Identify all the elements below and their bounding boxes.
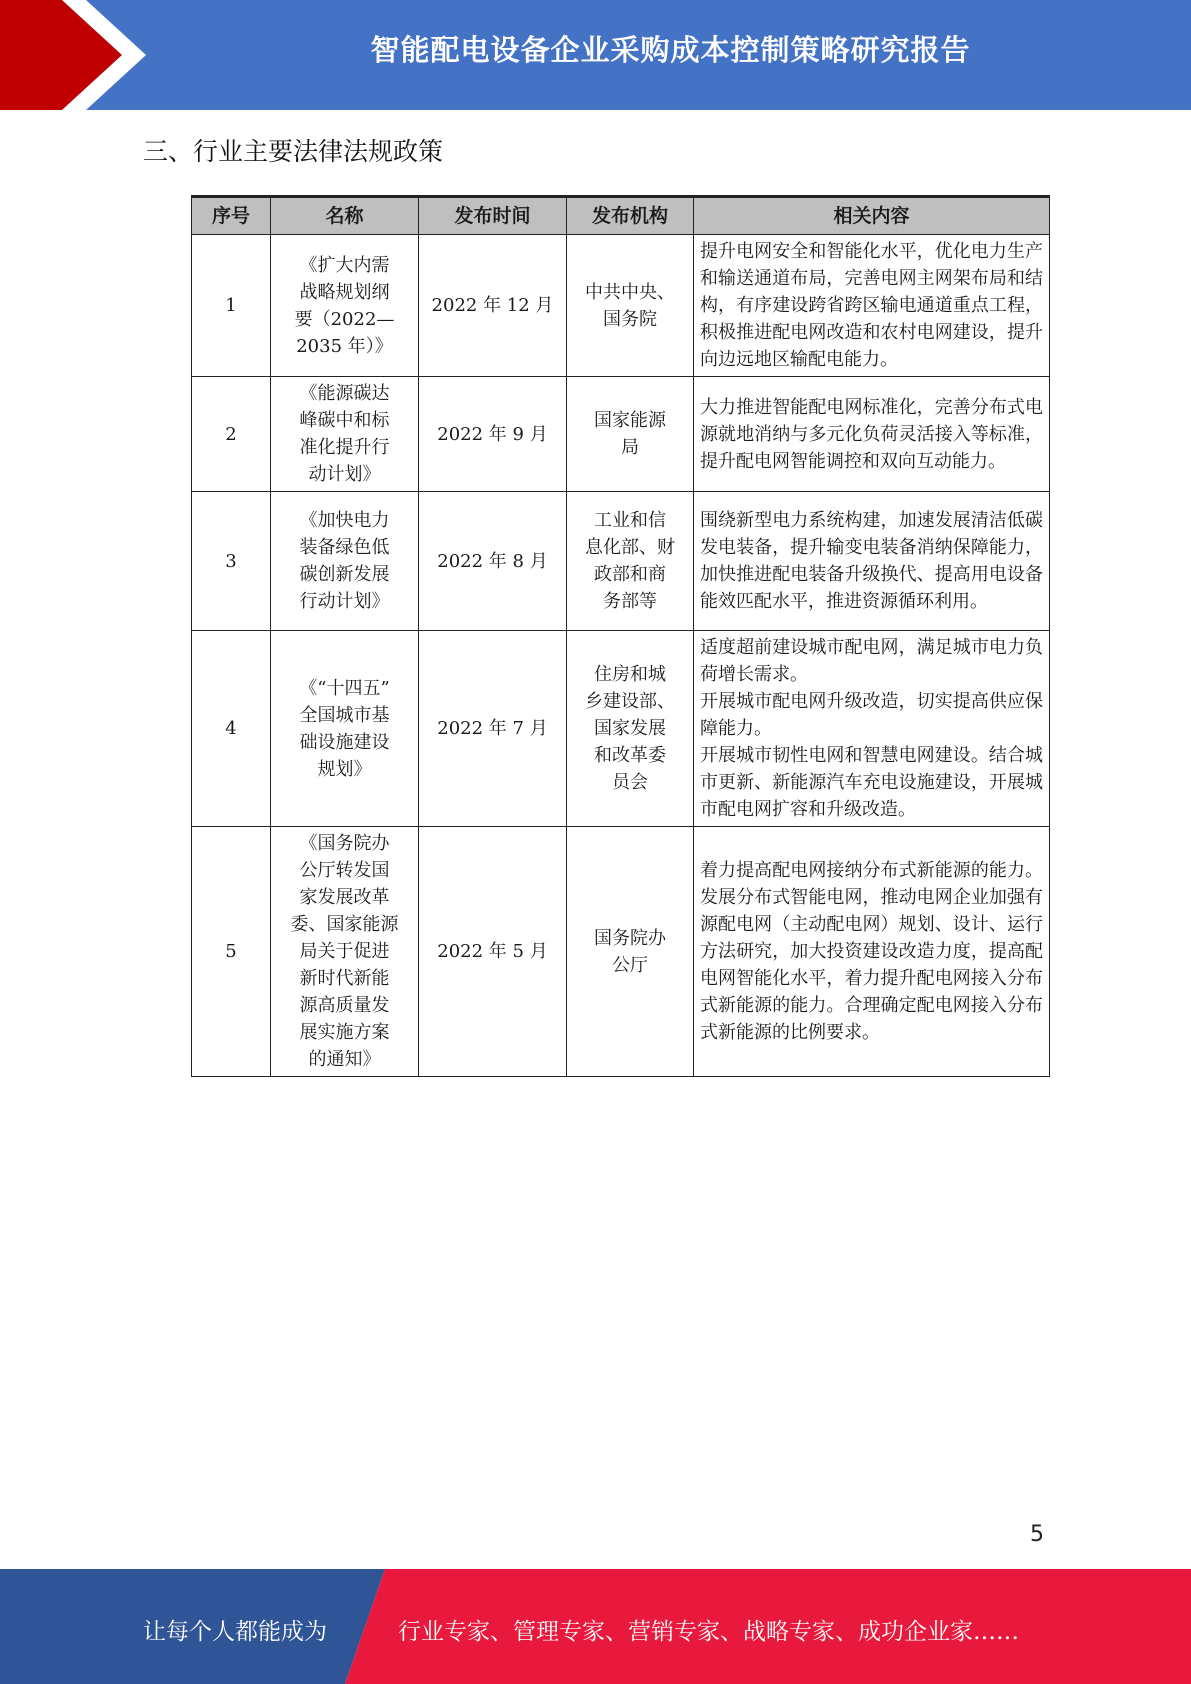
cell-name	[271, 492, 419, 631]
org-line: 乡建设部、	[585, 691, 675, 712]
cell-date: 2022 年 5 月	[419, 827, 567, 1077]
name-line: 展实施方案	[299, 1022, 390, 1043]
org-line: 政部和商	[594, 564, 666, 585]
org-line: 国家发展	[594, 718, 666, 739]
cell-no: 2	[192, 377, 271, 492]
header-date: 发布时间	[419, 197, 567, 235]
cell-no: 1	[192, 235, 271, 377]
org-line: 息化部、财	[585, 537, 675, 558]
org-line: 公厅	[612, 954, 648, 976]
name-line: 础设施建设	[299, 731, 390, 753]
cell-name	[271, 377, 419, 492]
header-content: 相关内容	[694, 197, 1050, 235]
cell-org	[567, 827, 694, 1077]
name-line: 全国城市基	[299, 704, 390, 726]
cell-org	[567, 492, 694, 631]
name-line: 家发展改革	[299, 887, 390, 908]
content-paragraph: 开展城市韧性电网和智慧电网建设。结合城市更新、新能源汽车充电设施建设，开展城市配电网扩容和升级改造。	[700, 745, 1043, 820]
table-row	[192, 377, 1050, 492]
name-line: 规划》	[317, 758, 372, 780]
header-no: 序号	[192, 197, 271, 235]
cell-no: 3	[192, 492, 271, 631]
cell-name	[271, 827, 419, 1077]
org-line: 国家能源	[594, 410, 666, 431]
cell-content	[694, 492, 1050, 631]
header-name: 名称	[271, 197, 419, 235]
org-line: 国务院办	[594, 927, 666, 949]
table-body	[192, 235, 1050, 1077]
cell-name	[271, 631, 419, 827]
page-number: 5	[1030, 1522, 1044, 1547]
name-line: 碳创新发展	[299, 564, 390, 585]
table-row	[192, 631, 1050, 827]
name-line: 公厅转发国	[299, 860, 390, 881]
header-org: 发布机构	[567, 197, 694, 235]
name-line: 委、国家能源	[290, 914, 399, 935]
org-line: 工业和信	[594, 510, 666, 531]
content-paragraph: 提升电网安全和智能化水平，优化电力生产和输送通道布局，完善电网主网架布局和结构，有序建设跨省跨区输电通道重点工程，积极推进配电网改造和农村电网建设，提升向边远地区输配电能力。	[700, 241, 1043, 370]
name-line: 2035 年）》	[296, 335, 393, 357]
name-line: 《扩大内需	[299, 254, 390, 276]
cell-no: 4	[192, 631, 271, 827]
table-row	[192, 492, 1050, 631]
header-banner	[0, 0, 1191, 110]
org-line: 中共中央、	[585, 281, 675, 303]
name-line: 《加快电力	[299, 510, 390, 531]
content-paragraph: 围绕新型电力系统构建，加速发展清洁低碳发电装备，提升输变电装备消纳保障能力，加快推进配电装备升级换代、提高用电设备能效匹配水平，推进资源循环利用。	[700, 510, 1043, 612]
content-paragraph: 开展城市配电网升级改造，切实提高供应保障能力。	[700, 691, 1043, 739]
report-title: 智能配电设备企业采购成本控制策略研究报告	[370, 33, 971, 67]
cell-date: 2022 年 8 月	[419, 492, 567, 631]
name-line: 要（2022—	[294, 308, 395, 330]
cell-content	[694, 377, 1050, 492]
footer-band	[0, 1569, 1191, 1684]
name-line: 的通知》	[308, 1049, 381, 1070]
cell-content	[694, 631, 1050, 827]
content-paragraph: 大力推进智能配电网标准化，完善分布式电源就地消纳与多元化负荷灵活接入等标准，提升配电网智能调控和双向互动能力。	[700, 396, 1043, 472]
content-paragraph: 适度超前建设城市配电网，满足城市电力负荷增长需求。	[700, 637, 1043, 685]
name-line: 《“十四五”	[299, 677, 390, 699]
name-line: 局关于促进	[299, 941, 390, 962]
name-line: 《能源碳达	[299, 383, 390, 404]
org-line: 局	[621, 437, 639, 458]
cell-date: 2022 年 9 月	[419, 377, 567, 492]
cell-date: 2022 年 12 月	[419, 235, 567, 377]
cell-date: 2022 年 7 月	[419, 631, 567, 827]
content-paragraph: 着力提高配电网接纳分布式新能源的能力。发展分布式智能电网，推动电网企业加强有源配电网（主动配电网）规划、设计、运行方法研究，加大投资建设改造力度，提高配电网智能化水平，着力提升配电网接入分布式新能源的能力。合理确定配电网接入分布式新能源的比例要求。	[700, 860, 1043, 1043]
cell-org	[567, 235, 694, 377]
cell-content	[694, 827, 1050, 1077]
table-row	[192, 235, 1050, 377]
org-line: 和改革委	[594, 745, 666, 766]
name-line: 新时代新能	[299, 968, 390, 989]
name-line: 行动计划》	[299, 591, 390, 612]
cell-org	[567, 377, 694, 492]
org-line: 住房和城	[594, 664, 666, 685]
policy-table	[191, 195, 1050, 1077]
name-line: 源高质量发	[299, 995, 390, 1016]
org-line: 务部等	[603, 591, 657, 612]
footer-slogan-left: 让每个人都能成为	[143, 1619, 327, 1645]
cell-org	[567, 631, 694, 827]
table-row	[192, 827, 1050, 1077]
name-line: 战略规划纲	[299, 281, 390, 303]
name-line: 准化提升行	[299, 437, 390, 458]
org-line: 国务院	[603, 308, 657, 330]
name-line: 《国务院办	[299, 833, 390, 854]
name-line: 装备绿色低	[299, 537, 390, 558]
cell-no: 5	[192, 827, 271, 1077]
footer-slogan-right: 行业专家、管理专家、营销专家、战略专家、成功企业家……	[398, 1619, 1019, 1645]
cell-content	[694, 235, 1050, 377]
name-line: 峰碳中和标	[299, 410, 390, 431]
table-header	[192, 197, 1050, 235]
section-title: 三、行业主要法律法规政策	[143, 137, 444, 166]
name-line: 动计划》	[308, 464, 381, 485]
org-line: 员会	[612, 772, 648, 793]
cell-name	[271, 235, 419, 377]
